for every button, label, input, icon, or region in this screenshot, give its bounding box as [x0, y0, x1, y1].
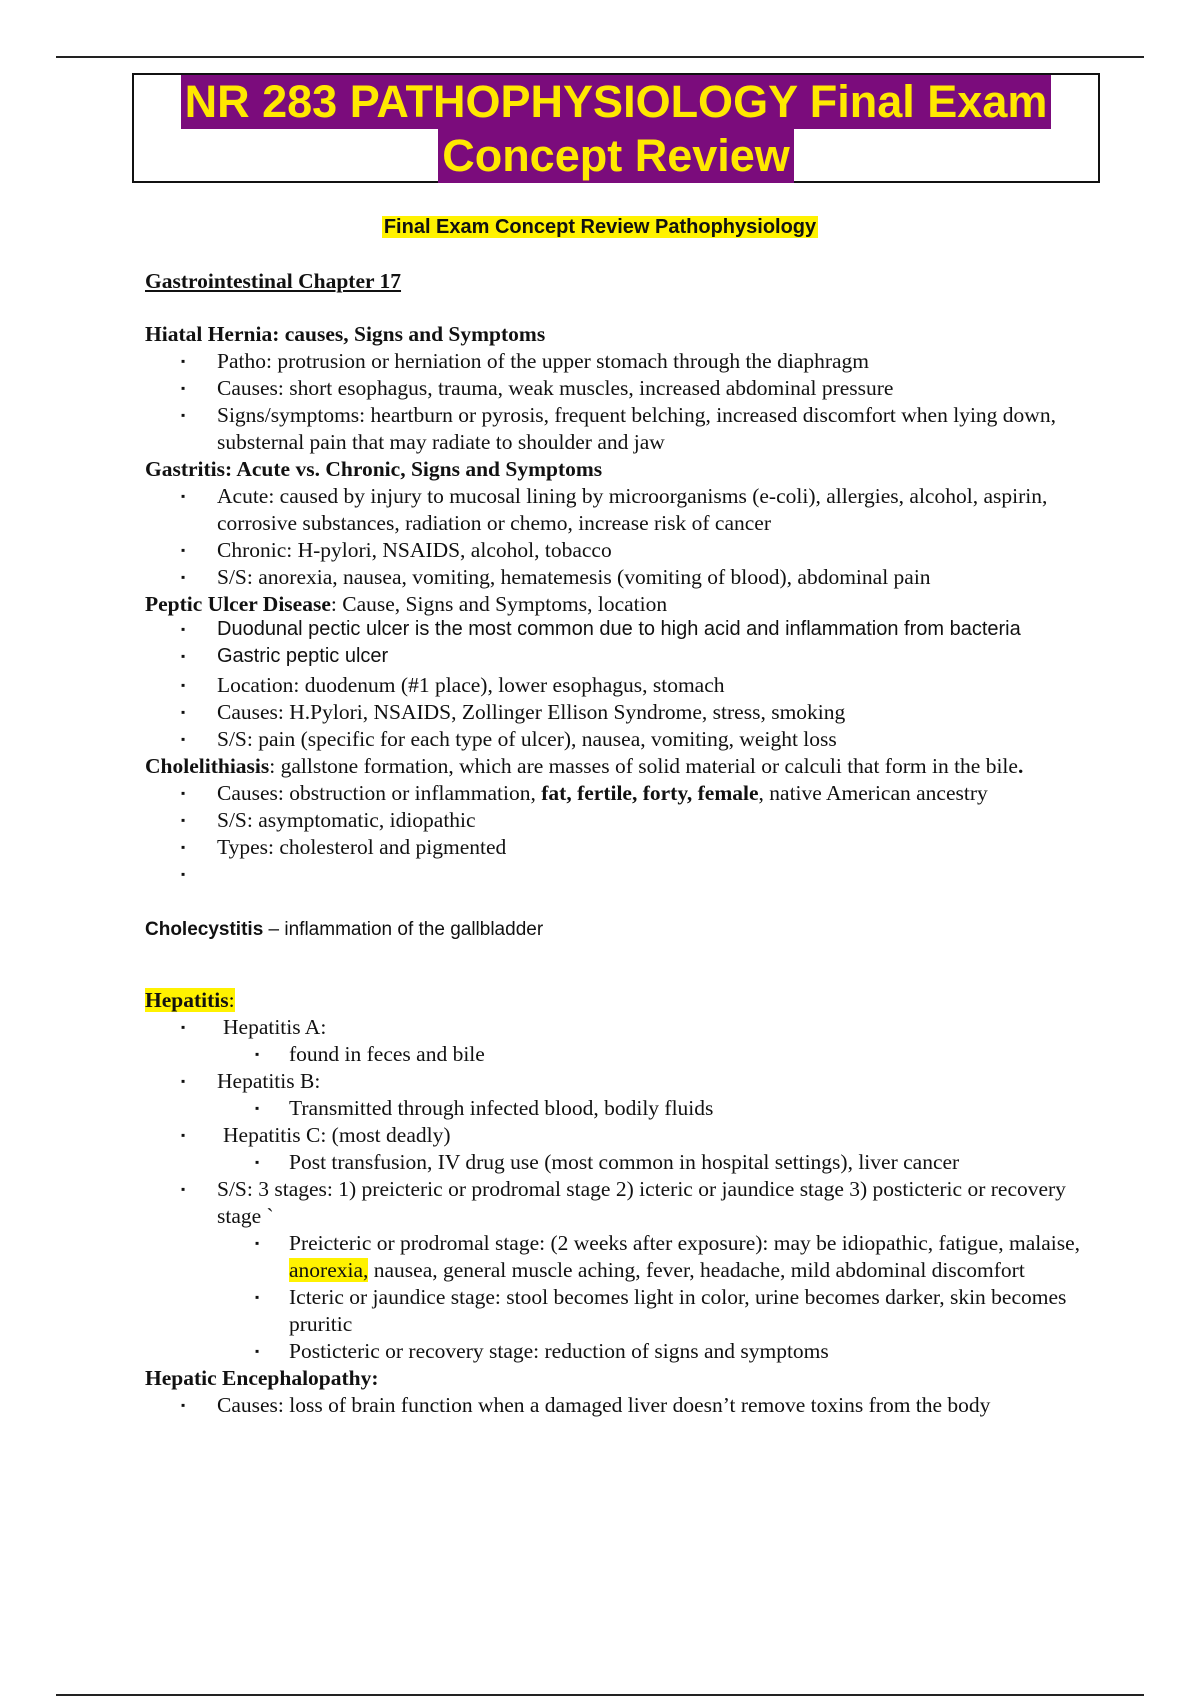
title-line-1: NR 283 PATHOPHYSIOLOGY Final Exam — [181, 75, 1052, 129]
list-item: ▪ Signs/symptoms: heartburn or pyrosis, frequent belching, increased discomfort when lying down, substernal pain that may radiate to shoulder and jaw — [145, 402, 1095, 456]
preicteric-highlight: anorexia, — [289, 1258, 369, 1282]
list-item: ▪ Causes: H.Pylori, NSAIDS, Zollinger Ellison Syndrome, stress, smoking — [145, 699, 1095, 726]
list-item: ▪ S/S: pain (specific for each type of ulcer), nausea, vomiting, weight loss — [145, 726, 1095, 753]
hepatic-encephalopathy-heading: Hepatic Encephalopathy: — [145, 1366, 379, 1390]
cholecystitis-rest: – inflammation of the gallbladder — [263, 919, 544, 940]
hepatitis-heading — [145, 987, 1095, 1014]
list-item: ▪ Patho: protrusion or herniation of the upper stomach through the diaphragm — [145, 348, 1095, 375]
top-rule — [56, 56, 1144, 58]
hepatic-encephalopathy-list — [145, 1392, 1095, 1419]
causes-post: , native American ancestry — [758, 781, 988, 805]
spacer — [145, 943, 1095, 987]
cholelithiasis-list — [145, 780, 1095, 888]
sub-list-item: ▪ Transmitted through infected blood, bodily fluids — [145, 1095, 1095, 1122]
preicteric-b: nausea, general muscle aching, fever, headache, mild abdominal discomfort — [368, 1258, 1025, 1282]
list-item: ▪ Chronic: H-pylori, NSAIDS, alcohol, tobacco — [145, 537, 1095, 564]
list-item — [145, 780, 1095, 807]
list-item: ▪ Types: cholesterol and pigmented — [145, 834, 1095, 861]
list-item: ▪ Causes: short esophagus, trauma, weak muscles, increased abdominal pressure — [145, 375, 1095, 402]
list-item — [145, 1014, 1095, 1041]
cholelithiasis-heading-end: . — [1017, 754, 1024, 778]
cholecystitis-bold: Cholecystitis — [145, 919, 264, 940]
cholelithiasis-heading-bold: Cholelithiasis — [145, 754, 270, 778]
cholecystitis-line — [145, 916, 1095, 943]
causes-bold: fat, fertile, forty, female — [541, 781, 759, 805]
list-item: ▪ Hepatitis B: — [145, 1068, 1095, 1095]
list-item: ▪ Gastric peptic ulcer — [145, 645, 1095, 668]
gastritis-list — [145, 483, 1095, 591]
cholelithiasis-heading-rest: : gallstone formation, which are masses of solid material or calculi that form in the bile — [269, 754, 1018, 778]
cholelithiasis-heading — [145, 753, 1095, 780]
hiatal-hernia-heading: Hiatal Hernia: causes, Signs and Symptoms — [145, 322, 546, 346]
document-body — [145, 268, 1095, 1419]
list-item: ▪ S/S: anorexia, nausea, vomiting, hematemesis (vomiting of blood), abdominal pain — [145, 564, 1095, 591]
list-item — [145, 1122, 1095, 1149]
list-item: ▪ Causes: loss of brain function when a damaged liver doesn’t remove toxins from the body — [145, 1392, 1095, 1419]
sub-list-item: ▪ found in feces and bile — [145, 1041, 1095, 1068]
preicteric-a: Preicteric or prodromal stage: (2 weeks after exposure): may be idiopathic, fatigue, malaise, — [289, 1231, 1081, 1255]
peptic-ulcer-heading-bold: Peptic Ulcer Disease — [145, 592, 331, 616]
list-item: ▪ S/S: 3 stages: 1) preicteric or prodromal stage 2) icteric or jaundice stage 3) posticteric or recovery stage ` — [145, 1176, 1095, 1230]
sub-list-item: ▪ Icteric or jaundice stage: stool becomes light in color, urine becomes darker, skin becomes pruritic — [145, 1284, 1095, 1338]
sub-list-item — [145, 1230, 1095, 1284]
hepatitis-heading-text: Hepatitis — [145, 988, 229, 1012]
spacer — [145, 888, 1095, 916]
peptic-ulcer-heading — [145, 591, 1095, 618]
bottom-rule — [56, 1694, 1144, 1696]
causes-pre: Causes: obstruction or inflammation, — [217, 781, 542, 805]
subtitle — [0, 216, 1200, 239]
peptic-ulcer-list — [145, 618, 1095, 753]
title-box — [132, 73, 1100, 183]
sub-list-item: ▪ Post transfusion, IV drug use (most common in hospital settings), liver cancer — [145, 1149, 1095, 1176]
chapter-heading: Gastrointestinal Chapter 17 — [145, 269, 402, 293]
list-item: ▪ Duodunal pectic ulcer is the most common due to high acid and inflammation from bacteria — [145, 618, 1095, 641]
hepatitis-list — [145, 1014, 1095, 1365]
hiatal-hernia-list — [145, 348, 1095, 456]
list-item: ▪ S/S: asymptomatic, idiopathic — [145, 807, 1095, 834]
peptic-ulcer-heading-rest: : Cause, Signs and Symptoms, location — [330, 592, 668, 616]
subtitle-text: Final Exam Concept Review Pathophysiology — [383, 216, 817, 238]
empty-list-item — [145, 861, 1095, 888]
hepatitis-heading-colon: : — [228, 988, 235, 1012]
title-line-2: Concept Review — [438, 129, 794, 183]
sub-list-item: ▪ Posticteric or recovery stage: reduction of signs and symptoms — [145, 1338, 1095, 1365]
list-item: ▪ Acute: caused by injury to mucosal lining by microorganisms (e-coli), allergies, alcohol, aspirin, corrosive substances, radiation or chemo, increase risk of cancer — [145, 483, 1095, 537]
hep-c-label: Hepatitis C: (most deadly) — [223, 1123, 451, 1147]
list-item: ▪ Location: duodenum (#1 place), lower esophagus, stomach — [145, 672, 1095, 699]
gastritis-heading: Gastritis: Acute vs. Chronic, Signs and Symptoms — [145, 457, 603, 481]
hep-a-label: Hepatitis A: — [223, 1015, 327, 1039]
